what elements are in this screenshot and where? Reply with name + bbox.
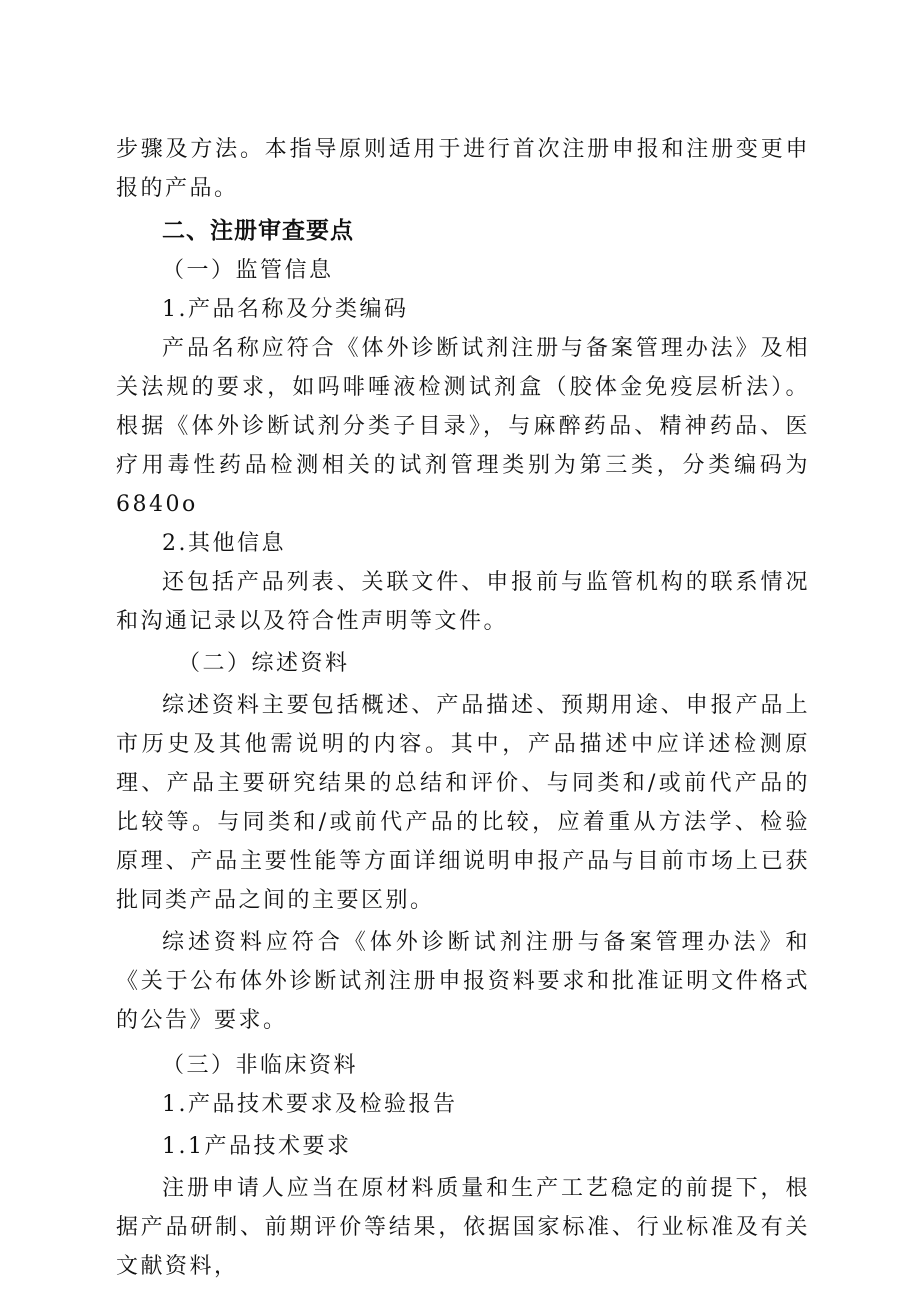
paragraph-technical-requirements: 注册申请人应当在原材料质量和生产工艺稳定的前提下，根据产品研制、前期评价等结果，依据国家标准、行业标准及有关文献资料， [116, 1176, 810, 1279]
subsection-summary-materials: （二）综述资料 [178, 651, 350, 676]
paragraph-summary-requirements: 综述资料应符合《体外诊断试剂注册与备案管理办法》和《关于公布体外诊断试剂注册申报资料要求和批准证明文件格式的公告》要求。 [116, 930, 810, 1033]
subsection-nonclinical-materials: （三）非临床资料 [162, 1053, 359, 1078]
paragraph-summary-content: 综述资料主要包括概述、产品描述、预期用途、申报产品上市历史及其他需说明的内容。其中，产品描述中应详述检测原理、产品主要研究结果的总结和评价、与同类和/或前代产品的比较等。与同类和/或前代产品的比较，应着重从方法学、检验原理、产品主要性能等方面详细说明申报产品与目前市场上已获批同类产品之间的主要区别。 [116, 693, 810, 913]
section-heading-registration-review: 二、注册审查要点 [162, 218, 354, 244]
paragraph-product-name: 产品名称应符合《体外诊断试剂注册与备案管理办法》及相关法规的要求，如吗啡唾液检测试剂盒（胶体金免疫层析法）。根据《体外诊断试剂分类子目录》，与麻醉药品、精神药品、医疗用毒性药品检测相关的试剂管理类别为第三类，分类编码为6840o [116, 336, 810, 517]
item-other-info: 2.其他信息 [162, 531, 286, 556]
item-technical-requirements: 1.1产品技术要求 [162, 1134, 352, 1159]
paragraph-continuation: 步骤及方法。本指导原则适用于进行首次注册申报和注册变更申报的产品。 [116, 137, 810, 201]
item-technical-requirements-report: 1.产品技术要求及检验报告 [162, 1092, 458, 1117]
subsection-regulatory-info: （一）监管信息 [162, 258, 334, 283]
paragraph-other-info: 还包括产品列表、关联文件、申报前与监管机构的联系情况和沟通记录以及符合性声明等文件。 [116, 570, 810, 634]
item-product-name-classification: 1.产品名称及分类编码 [162, 297, 409, 322]
document-body [116, 130, 810, 1286]
